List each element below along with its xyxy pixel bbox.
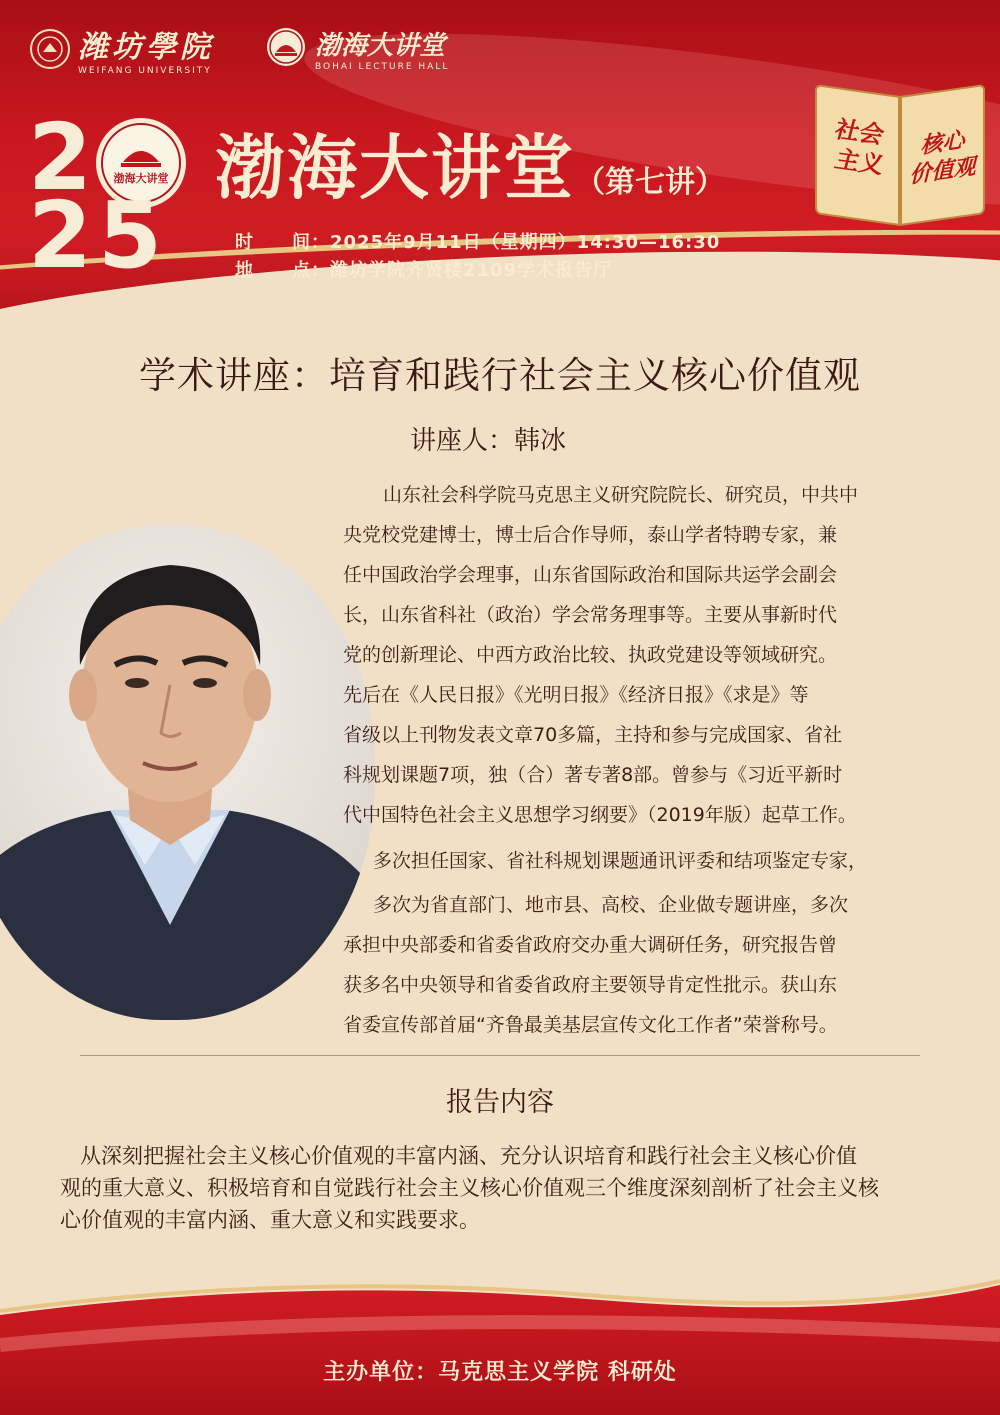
lecture-hall-logo-subtext: BOHAI LECTURE HALL xyxy=(315,62,450,72)
lecture-hall-logo-text: 渤海大讲堂 xyxy=(315,31,446,61)
bio-line: 党的创新理论、中西方政治比较、执政党建设等领域研究。 xyxy=(343,644,838,666)
book-left-line-2: 主义 xyxy=(833,144,882,180)
content-line: 从深刻把握社会主义核心价值观的丰富内涵、充分认识培育和践行社会主义核心价值 xyxy=(80,1144,857,1168)
bio-line: 任中国政治学会理事，山东省国际政治和国际共运学会副会 xyxy=(343,564,838,586)
lecture-title: 学术讲座：培育和践行社会主义核心价值观 xyxy=(139,354,861,397)
school-emblem-icon xyxy=(30,29,70,69)
book-left-line-1: 社会 xyxy=(833,114,882,150)
year-digits-25: 25 xyxy=(28,182,169,289)
bio-line: 长，山东省科社（政治）学会常务理事等。主要从事新时代 xyxy=(343,604,838,626)
year-digit-2: 2 xyxy=(28,104,93,211)
time-value: 2025年9月11日（星期四）14:30—16:30 xyxy=(330,232,721,253)
lecture-hall-icon xyxy=(119,140,163,170)
bio-line: 科规划课题7项，独（合）著专著8部。曾参与《习近平新时 xyxy=(343,764,843,786)
school-logo xyxy=(30,22,214,76)
lecture-hall-emblem-icon xyxy=(265,26,307,72)
content-line: 观的重大意义、积极培育和自觉践行社会主义核心价值观三个维度深刻剖析了社会主义核 xyxy=(60,1176,879,1200)
place-label: 地 点： xyxy=(235,260,330,281)
lecture-number: （第七讲） xyxy=(575,165,725,200)
footer-banner xyxy=(0,1255,1000,1415)
time-label: 时 间： xyxy=(235,232,330,253)
speaker-photo xyxy=(0,525,375,1020)
bio-line: 先后在《人民日报》《光明日报》《经济日报》《求是》等 xyxy=(343,684,809,706)
book-right-page xyxy=(900,84,985,226)
bio-line: 多次担任国家、省社科规划课题通讯评委和结项鉴定专家， xyxy=(373,850,868,872)
school-logo-subtext: WEIFANG UNIVERSITY xyxy=(78,66,212,76)
bio-line: 省委宣传部首届“齐鲁最美基层宣传文化工作者”荣誉称号。 xyxy=(343,1014,838,1036)
book-right-line-1: 核心 xyxy=(920,127,965,160)
organizer: 主办单位：马克思主义学院 科研处 xyxy=(323,1360,677,1385)
bio-line: 央党校党建博士，博士后合作导师，泰山学者特聘专家，兼 xyxy=(343,524,838,546)
speaker-name: 讲座人：韩冰 xyxy=(410,426,567,456)
place-value: 潍坊学院齐贤楼2109学术报告厅 xyxy=(330,260,613,281)
bio-line: 省级以上刊物发表文章70多篇，主持和参与完成国家、省社 xyxy=(343,724,843,746)
book-left-page xyxy=(815,84,900,226)
main-title-row xyxy=(215,112,725,213)
bio-line: 山东社会科学院马克思主义研究院院长、研究员，中共中 xyxy=(383,484,859,506)
content-section-title: 报告内容 xyxy=(446,1087,554,1118)
book-right-line-2: 价值观 xyxy=(909,153,976,189)
content-line: 心价值观的丰富内涵、重大意义和实践要求。 xyxy=(60,1208,480,1232)
bio-line: 多次为省直部门、地市县、高校、企业做专题讲座，多次 xyxy=(373,894,849,916)
bio-line: 代中国特色社会主义思想学习纲要》（2019年版）起草工作。 xyxy=(343,804,857,826)
lecture-hall-logo xyxy=(265,25,449,72)
school-logo-text: 潍坊學院 xyxy=(78,30,214,65)
badge-text: 渤海大讲堂 xyxy=(113,172,169,185)
bio-line: 获多名中央领导和省委省政府主要领导肯定性批示。获山东 xyxy=(343,974,838,996)
place-row xyxy=(235,256,612,282)
book-illustration xyxy=(810,80,990,230)
bio-line: 承担中央部委和省委省政府交办重大调研任务，研究报告曾 xyxy=(343,934,838,956)
main-title: 渤海大讲堂 xyxy=(215,127,575,209)
time-row xyxy=(235,228,720,254)
section-divider xyxy=(80,1055,920,1056)
